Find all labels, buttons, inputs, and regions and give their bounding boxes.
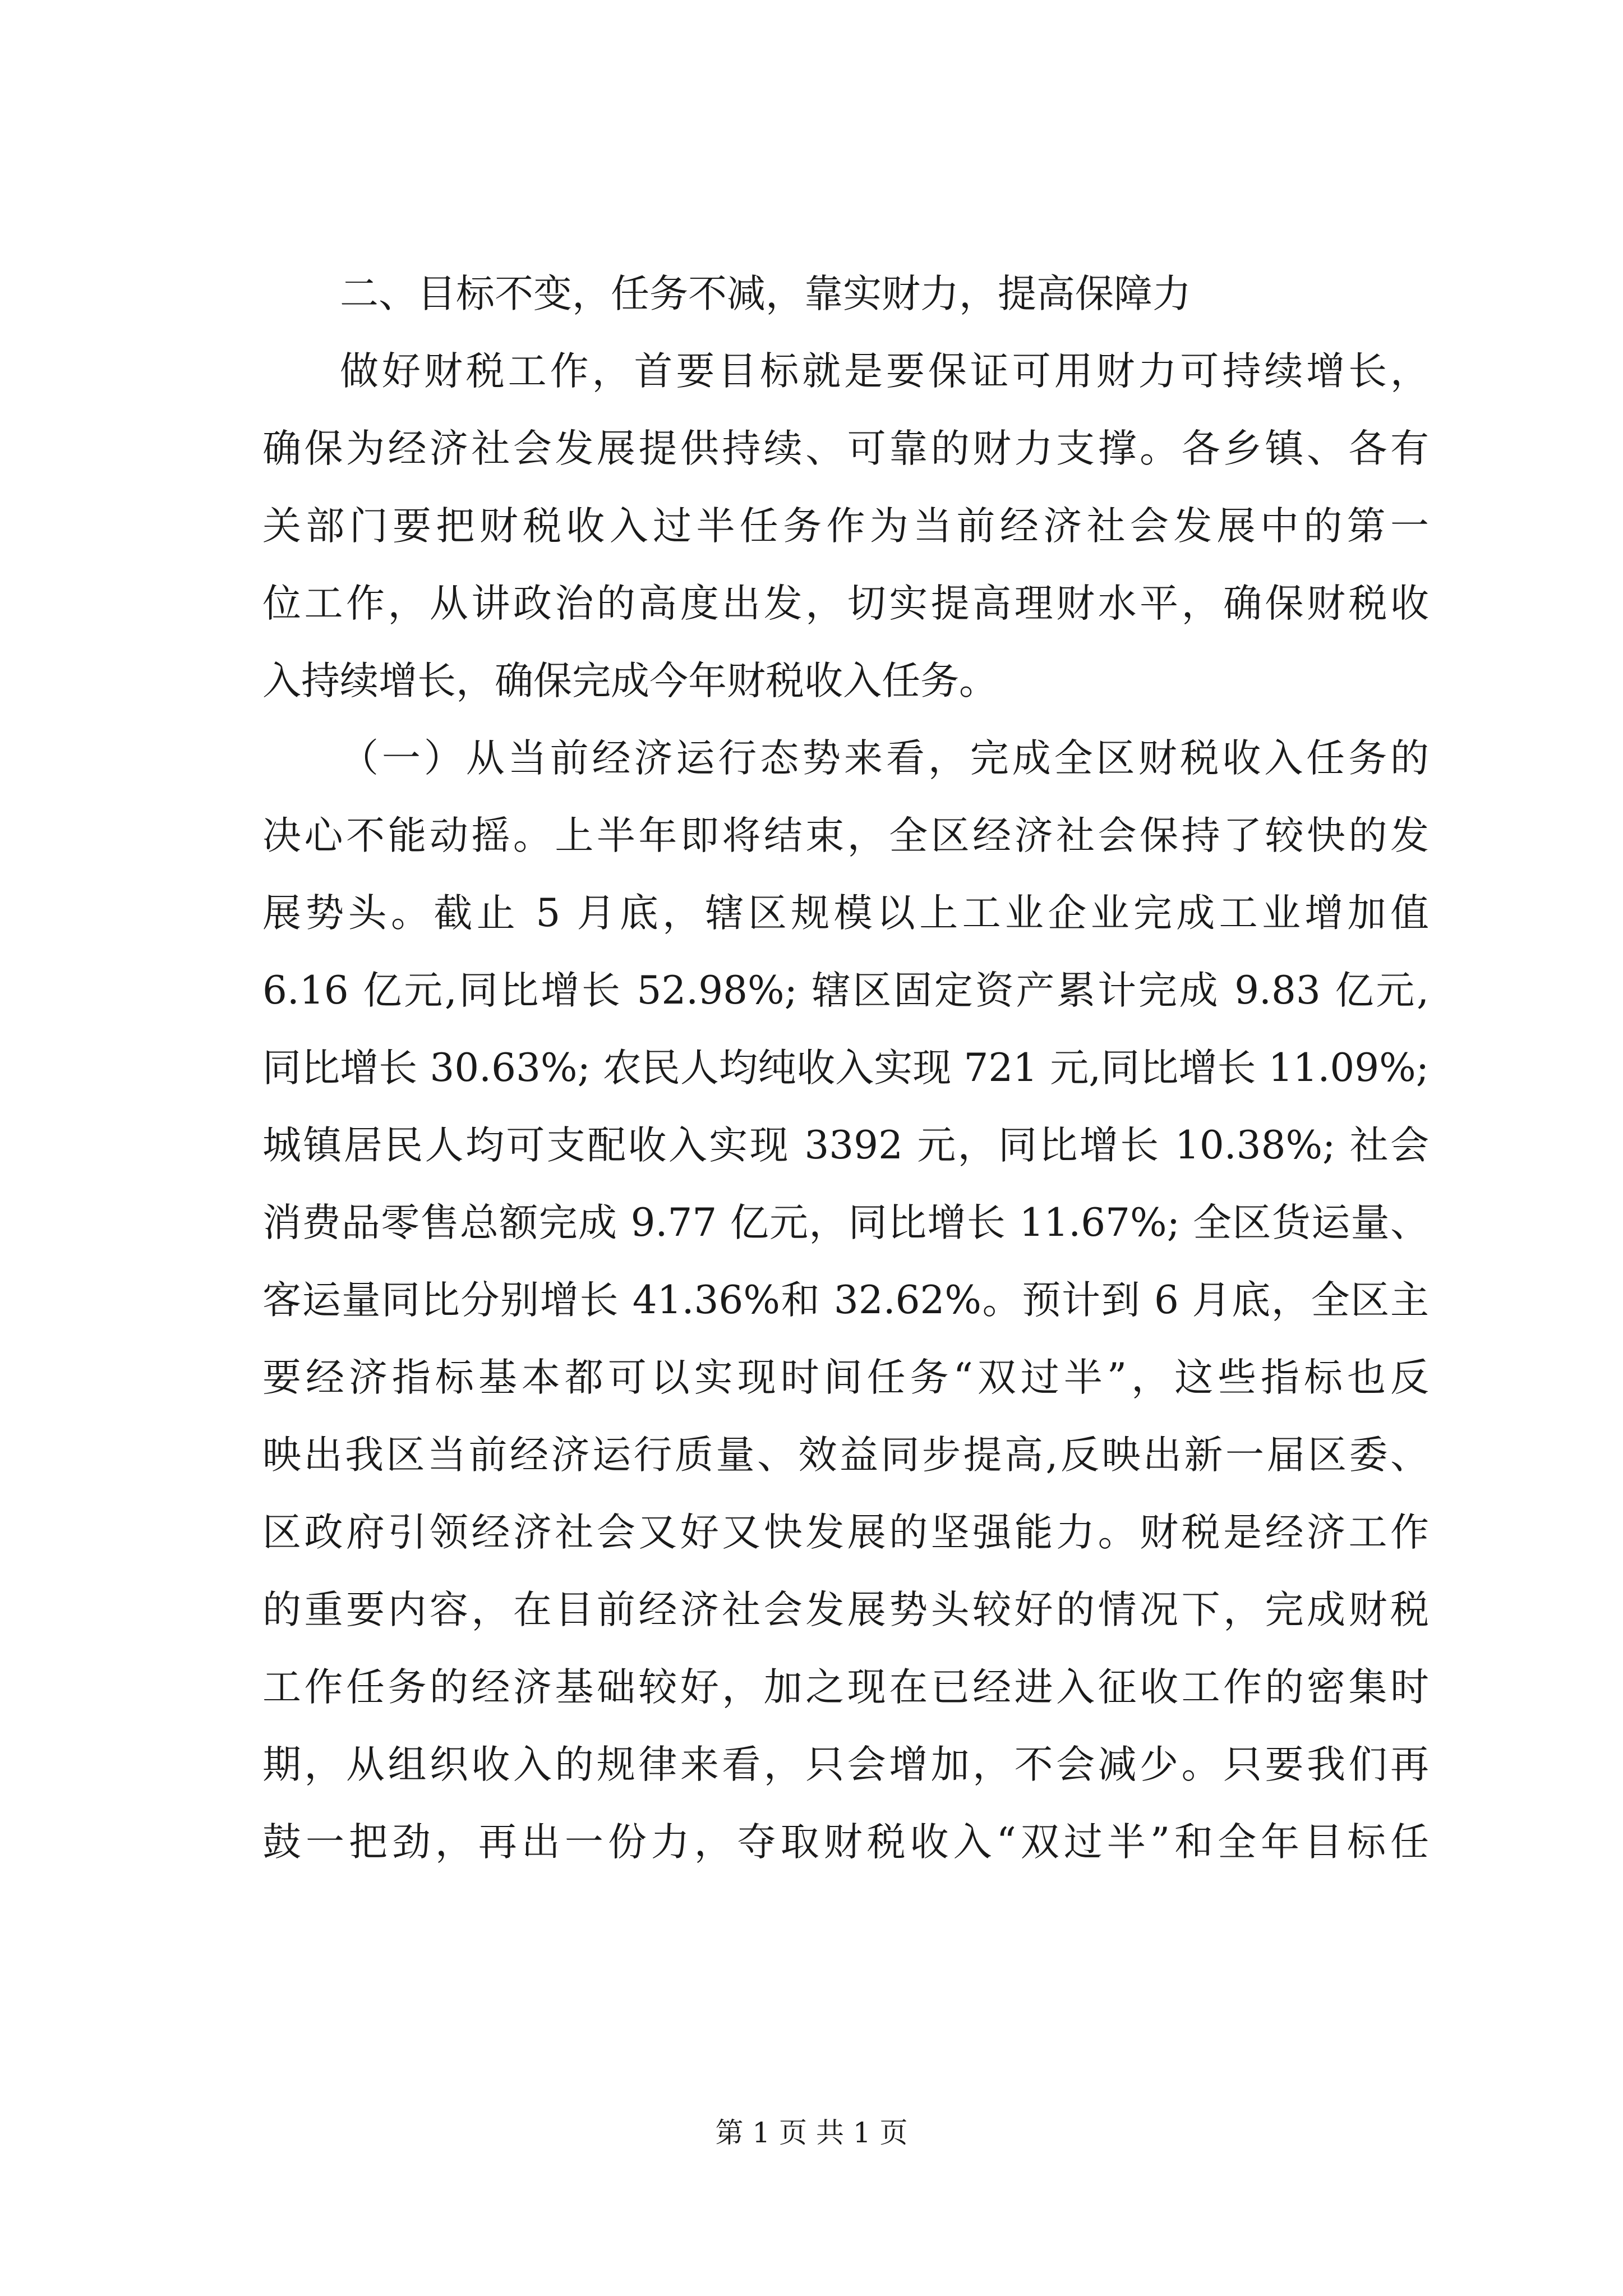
paragraph-2-line-2: 决心不能动摇。上半年即将结束，全区经济社会保持了较快的发 [262,813,1429,858]
paragraph-2-line-10: 映出我区当前经济运行质量、效益同步提高,反映出新一届区委、 [262,1433,1429,1478]
paragraph-2-line-11: 区政府引领经济社会又好又快发展的坚强能力。财税是经济工作 [262,1510,1429,1555]
paragraph-2-line-4: 6.16 亿元,同比增长 52.98%; 辖区固定资产累计完成 9.83 亿元, [262,968,1429,1013]
paragraph-1-line-5: 入持续增长，确保完成今年财税收入任务。 [262,659,998,703]
paragraph-2-line-3: 展势头。截止 5 月底，辖区规模以上工业企业完成工业增加值 [262,891,1429,936]
page-footer: 第 1 页 共 1 页 [715,2116,908,2149]
paragraph-1-line-1: 做好财税工作，首要目标就是要保证可用财力可持续增长， [340,349,1429,394]
paragraph-2-line-13: 工作任务的经济基础较好，加之现在已经进入征收工作的密集时 [262,1665,1429,1710]
paragraph-2-line-5: 同比增长 30.63%; 农民人均纯收入实现 721 元,同比增长 11.09%; [262,1046,1429,1091]
paragraph-2-line-15: 鼓一把劲，再出一份力，夺取财税收入“双过半”和全年目标任 [262,1820,1429,1865]
paragraph-2-line-7: 消费品零售总额完成 9.77 亿元，同比增长 11.67%; 全区货运量、 [262,1200,1429,1245]
section-heading: 二、目标不变，任务不减，靠实财力，提高保障力 [340,272,1191,316]
paragraph-2-line-8: 客运量同比分别增长 41.36%和 32.62%。预计到 6 月底，全区主 [262,1278,1429,1323]
paragraph-2-line-9: 要经济指标基本都可以实现时间任务“双过半”，这些指标也反 [262,1355,1429,1400]
paragraph-2-line-12: 的重要内容，在目前经济社会发展势头较好的情况下，完成财税 [262,1588,1429,1632]
paragraph-1-line-4: 位工作，从讲政治的高度出发，切实提高理财水平，确保财税收 [262,581,1429,626]
paragraph-1-line-3: 关部门要把财税收入过半任务作为当前经济社会发展中的第一 [262,504,1429,549]
paragraph-2-line-6: 城镇居民人均可支配收入实现 3392 元，同比增长 10.38%; 社会 [262,1123,1429,1168]
paragraph-2-line-1: （一）从当前经济运行态势来看，完成全区财税收入任务的 [340,736,1429,781]
paragraph-2-line-14: 期，从组织收入的规律来看，只会增加，不会减少。只要我们再 [262,1742,1429,1787]
paragraph-1-line-2: 确保为经济社会发展提供持续、可靠的财力支撑。各乡镇、各有 [262,426,1429,471]
